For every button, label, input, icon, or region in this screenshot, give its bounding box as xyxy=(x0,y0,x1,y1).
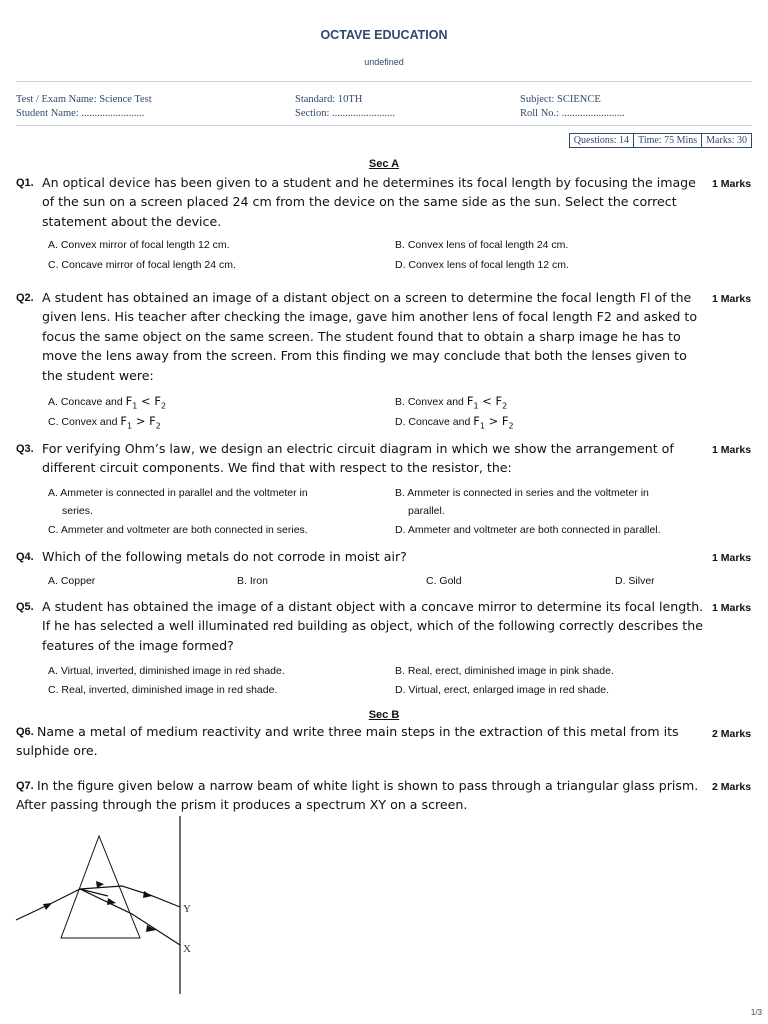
question-number: Q7. xyxy=(16,780,34,792)
option-line: parallel. xyxy=(408,505,445,517)
section-b-heading: Sec B xyxy=(368,709,400,721)
question-line: An optical device has been given to a student and he determines its focal length by focusing the image xyxy=(42,175,696,190)
option-formula xyxy=(125,394,167,411)
option-formula xyxy=(466,394,508,411)
question-marks: 1 Marks xyxy=(712,293,752,305)
question-line: In the figure given below a narrow beam of white light is shown to pass through a triangular glass prism. xyxy=(37,778,699,793)
question-marks: 1 Marks xyxy=(712,178,752,190)
label-y: Y xyxy=(183,903,191,915)
formula-f1: F xyxy=(466,394,474,408)
standard: Standard: 10TH xyxy=(295,94,363,105)
question-marks: 2 Marks xyxy=(712,781,752,793)
question-line: sulphide ore. xyxy=(16,743,98,759)
formula-f2: F xyxy=(495,394,503,408)
question-number: Q4. xyxy=(16,551,34,563)
formula-sub2: 2 xyxy=(502,401,508,411)
formula-f1: F xyxy=(473,414,480,428)
formula-sub2: 2 xyxy=(155,421,161,431)
question-marks: 1 Marks xyxy=(712,552,752,564)
question-line: Name a metal of medium reactivity and write three main steps in the extraction of this metal from its xyxy=(37,724,679,739)
meta-col-2 xyxy=(295,93,395,121)
option-label: D. Concave and xyxy=(395,416,471,428)
total-marks: Marks: 30 xyxy=(701,134,751,147)
light-rays xyxy=(16,886,180,945)
question-2-text xyxy=(42,288,697,385)
option-c: C. Concave mirror of focal length 24 cm. xyxy=(48,259,236,271)
formula-sub1: 1 xyxy=(132,401,138,411)
question-line: A student has obtained the image of a distant object with a concave mirror to determine its focal length. xyxy=(42,599,704,614)
option-b: B. Real, erect, diminished image in pink shade. xyxy=(395,665,614,677)
formula-sub2: 2 xyxy=(508,421,514,431)
option-label: C. Convex and xyxy=(48,416,118,428)
formula-f1: F xyxy=(120,414,128,428)
option-label: A. Concave and xyxy=(48,396,123,408)
question-line: statement about the device. xyxy=(42,213,222,229)
question-marks: 1 Marks xyxy=(712,602,752,614)
subject: Subject: SCIENCE xyxy=(520,94,601,105)
question-number: Q2. xyxy=(16,292,34,304)
formula-f2: F xyxy=(501,414,509,428)
questions-count: Questions: 14 xyxy=(573,135,630,146)
prism-figure xyxy=(0,812,230,1002)
section-a-heading: Sec A xyxy=(368,158,400,170)
question-line: of the sun on a screen placed 24 cm from the device on the same side as the sun. Select the correct xyxy=(42,194,677,210)
question-6-text xyxy=(16,722,679,761)
question-marks: 2 Marks xyxy=(712,728,752,740)
formula-sub1: 1 xyxy=(479,421,485,431)
question-line: After passing through the prism it produces a spectrum XY on a screen. xyxy=(16,797,468,813)
formula-sub1: 1 xyxy=(127,421,133,431)
formula-operator: < xyxy=(478,394,496,408)
question-line: Which of the following metals do not corrode in moist air? xyxy=(42,549,407,564)
formula-operator: < xyxy=(137,394,155,408)
time-limit: Time: 75 Mins xyxy=(633,134,701,147)
question-line: If he has selected a well illuminated red building as object, which of the following correctly describes the xyxy=(42,618,703,634)
question-line: For verifying Ohm’s law, we design an electric circuit diagram in which we show the arrangement of xyxy=(42,441,674,456)
question-line: features of the image formed? xyxy=(42,637,234,653)
test-name: Test / Exam Name: Science Test xyxy=(16,94,152,105)
formula-sub1: 1 xyxy=(473,401,479,411)
option-a: A. Copper xyxy=(48,575,96,587)
question-marks: 1 Marks xyxy=(712,444,752,456)
option-d: D. Virtual, erect, enlarged image in red shade. xyxy=(395,684,610,696)
question-line: the student were: xyxy=(42,367,154,383)
question-5-text xyxy=(42,597,703,655)
option-c: C. Gold xyxy=(426,575,462,587)
option-a: A. Virtual, inverted, diminished image in red shade. xyxy=(48,665,285,677)
question-line: different circuit components. We find that with respect to the resistor, the: xyxy=(42,460,512,476)
formula-f1: F xyxy=(125,394,133,408)
question-line: A student has obtained an image of a distant object on a screen to determine the focal length Fl of the xyxy=(42,290,692,305)
institute-name: OCTAVE EDUCATION xyxy=(320,28,448,42)
option-a: A. Convex mirror of focal length 12 cm. xyxy=(48,239,230,251)
option-c: C. Real, inverted, diminished image in red shade. xyxy=(48,684,278,696)
question-line: given lens. His teacher after checking the image, gave him another lens of focal length F2 and asked to xyxy=(42,309,698,325)
question-line: move the lens away from the screen. From this finding we may conclude that both the lenses given to xyxy=(42,348,687,364)
option-line: A. Ammeter is connected in parallel and the voltmeter in xyxy=(48,487,308,499)
option-d: D. Silver xyxy=(615,575,655,587)
question-7-text xyxy=(16,776,698,815)
student-name: Student Name: ........................ xyxy=(16,108,145,119)
option-d xyxy=(395,412,514,435)
question-4-text xyxy=(42,547,407,566)
option-b xyxy=(395,484,649,520)
option-b: B. Convex lens of focal length 24 cm. xyxy=(395,239,569,251)
roll-number: Roll No.: ........................ xyxy=(520,108,625,119)
formula-sub2: 2 xyxy=(160,401,167,411)
header-divider xyxy=(16,81,752,82)
option-line: B. Ammeter is connected in series and the voltmeter in xyxy=(395,487,649,499)
meta-divider xyxy=(16,125,752,126)
question-number: Q3. xyxy=(16,443,34,455)
question-1-text xyxy=(42,173,696,231)
option-formula xyxy=(120,414,161,431)
option-label: B. Convex and xyxy=(395,396,464,408)
option-d: D. Ammeter and voltmeter are both connected in parallel. xyxy=(395,524,661,536)
question-number: Q6. xyxy=(16,726,34,738)
section-field: Section: ........................ xyxy=(295,108,396,119)
option-line: series. xyxy=(62,505,93,517)
test-summary-box xyxy=(569,133,752,148)
page-number: 1/3 xyxy=(750,1008,762,1017)
option-d: D. Convex lens of focal length 12 cm. xyxy=(395,259,569,271)
label-x: X xyxy=(183,943,191,955)
formula-operator: > xyxy=(132,414,150,428)
meta-col-1 xyxy=(16,93,152,121)
question-3-text xyxy=(42,439,674,478)
ray-arrows xyxy=(43,881,156,932)
meta-col-3 xyxy=(520,93,625,121)
formula-operator: > xyxy=(484,414,502,428)
formula-f2: F xyxy=(149,414,156,428)
header-subtitle: undefined xyxy=(364,57,404,67)
formula-f2: F xyxy=(154,394,161,408)
question-number: Q5. xyxy=(16,601,34,613)
option-a xyxy=(48,484,308,520)
option-b: B. Iron xyxy=(237,575,268,587)
question-number: Q1. xyxy=(16,177,34,189)
option-c: C. Ammeter and voltmeter are both connected in series. xyxy=(48,524,308,536)
option-c xyxy=(48,412,161,435)
question-line: focus the same object on the same screen. The student found that to obtain a sharp image he has to xyxy=(42,328,681,344)
option-formula xyxy=(473,414,514,431)
